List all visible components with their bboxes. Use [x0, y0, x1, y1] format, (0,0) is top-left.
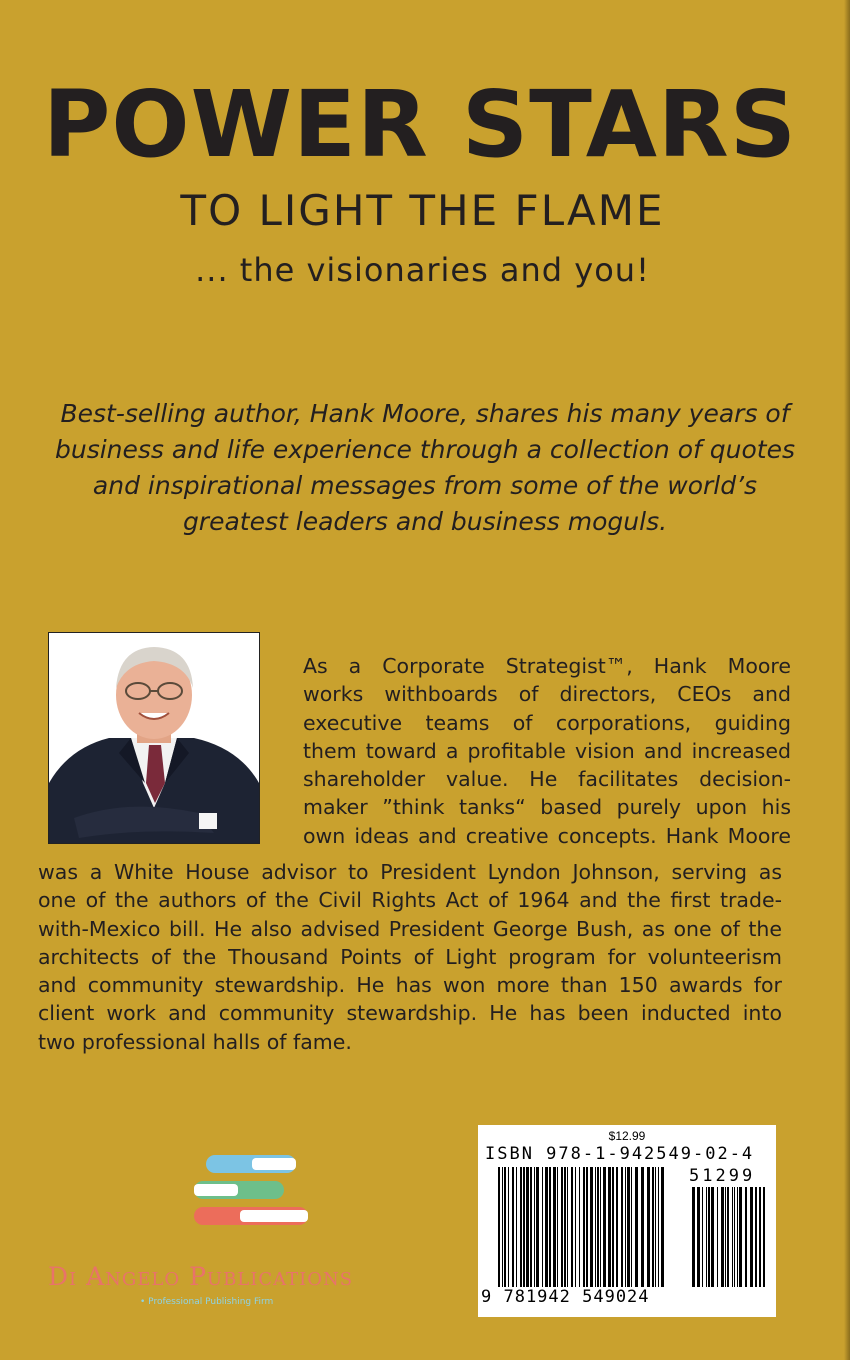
- bio-line: and community stewardship. He has won more than 150 awards for: [38, 973, 782, 998]
- price-label: $12.99: [608, 1129, 646, 1143]
- author-bio-continued: [38, 858, 782, 1056]
- isbn-barcode: [478, 1125, 776, 1317]
- barcode-bar: [498, 1167, 500, 1287]
- barcode-bar: [717, 1187, 718, 1287]
- publisher-name: Di Angelo Publications: [48, 1262, 354, 1291]
- bio-line: client work and community stewardship. He has been inducted into: [38, 1001, 782, 1026]
- barcode-bar: [542, 1167, 543, 1287]
- barcode-bar: [508, 1167, 509, 1287]
- barcode-bar: [504, 1167, 506, 1287]
- publisher-books-logo-icon: [190, 1152, 320, 1232]
- barcode-bar: [600, 1167, 601, 1287]
- barcode-bar: [567, 1167, 568, 1287]
- barcode-bar: [583, 1167, 585, 1287]
- barcode-bar: [759, 1187, 761, 1287]
- barcode-bar: [561, 1167, 563, 1287]
- bio-line: them toward a profitable vision and increased: [303, 738, 791, 763]
- addon-barcode-bars: [692, 1187, 768, 1287]
- barcode-bar: [641, 1167, 644, 1287]
- barcode-bar: [557, 1167, 558, 1287]
- author-portrait-image: [49, 633, 259, 843]
- barcode-bar: [516, 1167, 517, 1287]
- barcode-bar: [597, 1167, 599, 1287]
- blurb-line: business and life experience through a collection of quotes: [54, 435, 795, 464]
- barcode-bar: [575, 1167, 576, 1287]
- barcode-bar: [631, 1167, 632, 1287]
- barcode-bar: [745, 1187, 747, 1287]
- barcode-bar: [530, 1167, 532, 1287]
- barcode-bar: [534, 1167, 535, 1287]
- ean-number: 9 781942 549024: [481, 1287, 650, 1307]
- bio-line: one of the authors of the Civil Rights Act of 1964 and the first trade-: [38, 888, 782, 913]
- barcode-bar: [739, 1187, 742, 1287]
- bio-line: own ideas and creative concepts. Hank Moore: [303, 823, 791, 848]
- bio-line: works withboards of directors, CEOs and: [303, 682, 791, 707]
- barcode-bar: [734, 1187, 735, 1287]
- barcode-bar: [706, 1187, 707, 1287]
- barcode-bar: [708, 1187, 710, 1287]
- price-addon-number: 51299: [689, 1166, 756, 1186]
- barcode-bar: [725, 1187, 726, 1287]
- barcode-bar: [661, 1167, 664, 1287]
- barcode-bar: [612, 1167, 614, 1287]
- bio-line: executive teams of corporations, guiding: [303, 710, 791, 735]
- barcode-bar: [590, 1167, 593, 1287]
- blurb-line: greatest leaders and business moguls.: [182, 507, 668, 536]
- bio-line: shareholder value. He facilitates decision-: [303, 767, 791, 792]
- barcode-bar: [750, 1187, 753, 1287]
- barcode-bar: [655, 1167, 656, 1287]
- blurb-line: and inspirational messages from some of the world’s: [92, 471, 758, 500]
- bio-line: As a Corporate Strategist™, Hank Moore: [303, 654, 791, 678]
- bio-line: with-Mexico bill. He also advised President George Bush, as one of the: [38, 916, 782, 941]
- barcode-bar: [763, 1187, 765, 1287]
- book-tagline: ... the visionaries and you!: [195, 251, 650, 289]
- barcode-bar: [526, 1167, 529, 1287]
- barcode-bar: [721, 1187, 724, 1287]
- barcode-bar: [616, 1167, 618, 1287]
- barcode-bar: [603, 1167, 606, 1287]
- barcode-bar: [652, 1167, 654, 1287]
- barcode-bar: [692, 1187, 695, 1287]
- barcode-bar: [536, 1167, 539, 1287]
- publisher-tagline: • Professional Publishing Firm: [140, 1297, 274, 1307]
- bio-line: two professional halls of fame.: [38, 1029, 352, 1054]
- author-photo: [48, 632, 260, 844]
- barcode-bar: [549, 1167, 551, 1287]
- barcode-bar: [595, 1167, 596, 1287]
- author-bio-intro: [303, 652, 791, 850]
- ean-barcode-bars: [498, 1167, 668, 1287]
- blurb: [40, 396, 810, 540]
- book-subtitle: TO LIGHT THE FLAME: [180, 186, 665, 235]
- bio-line: architects of the Thousand Points of Light program for volunteerism: [38, 944, 782, 969]
- barcode-bar: [520, 1167, 522, 1287]
- barcode-bar: [697, 1187, 700, 1287]
- barcode-bar: [711, 1187, 714, 1287]
- barcode-bar: [647, 1167, 650, 1287]
- bio-line: maker ”think tanks“ based purely upon his: [303, 795, 791, 820]
- barcode-bar: [586, 1167, 588, 1287]
- barcode-bar: [737, 1187, 738, 1287]
- barcode-bar: [545, 1167, 548, 1287]
- barcode-bar: [755, 1187, 757, 1287]
- isbn-label: ISBN 978-1-942549-02-4: [485, 1144, 755, 1164]
- barcode-bar: [625, 1167, 626, 1287]
- barcode-bar: [727, 1187, 729, 1287]
- barcode-bar: [732, 1187, 733, 1287]
- barcode-bar: [658, 1167, 659, 1287]
- book-title: POWER STARS: [42, 71, 797, 178]
- barcode-bar: [553, 1167, 556, 1287]
- barcode-bar: [608, 1167, 611, 1287]
- barcode-bar: [627, 1167, 630, 1287]
- barcode-bar: [702, 1187, 703, 1287]
- barcode-bar: [579, 1167, 580, 1287]
- barcode-bar: [621, 1167, 623, 1287]
- barcode-bar: [635, 1167, 638, 1287]
- barcode-bar: [502, 1167, 503, 1287]
- barcode-bar: [564, 1167, 566, 1287]
- barcode-bar: [512, 1167, 514, 1287]
- barcode-bar: [571, 1167, 573, 1287]
- bio-line: was a White House advisor to President Lyndon Johnson, serving as: [38, 860, 782, 884]
- blurb-line: Best-selling author, Hank Moore, shares his many years of: [60, 399, 790, 428]
- barcode-bar: [523, 1167, 525, 1287]
